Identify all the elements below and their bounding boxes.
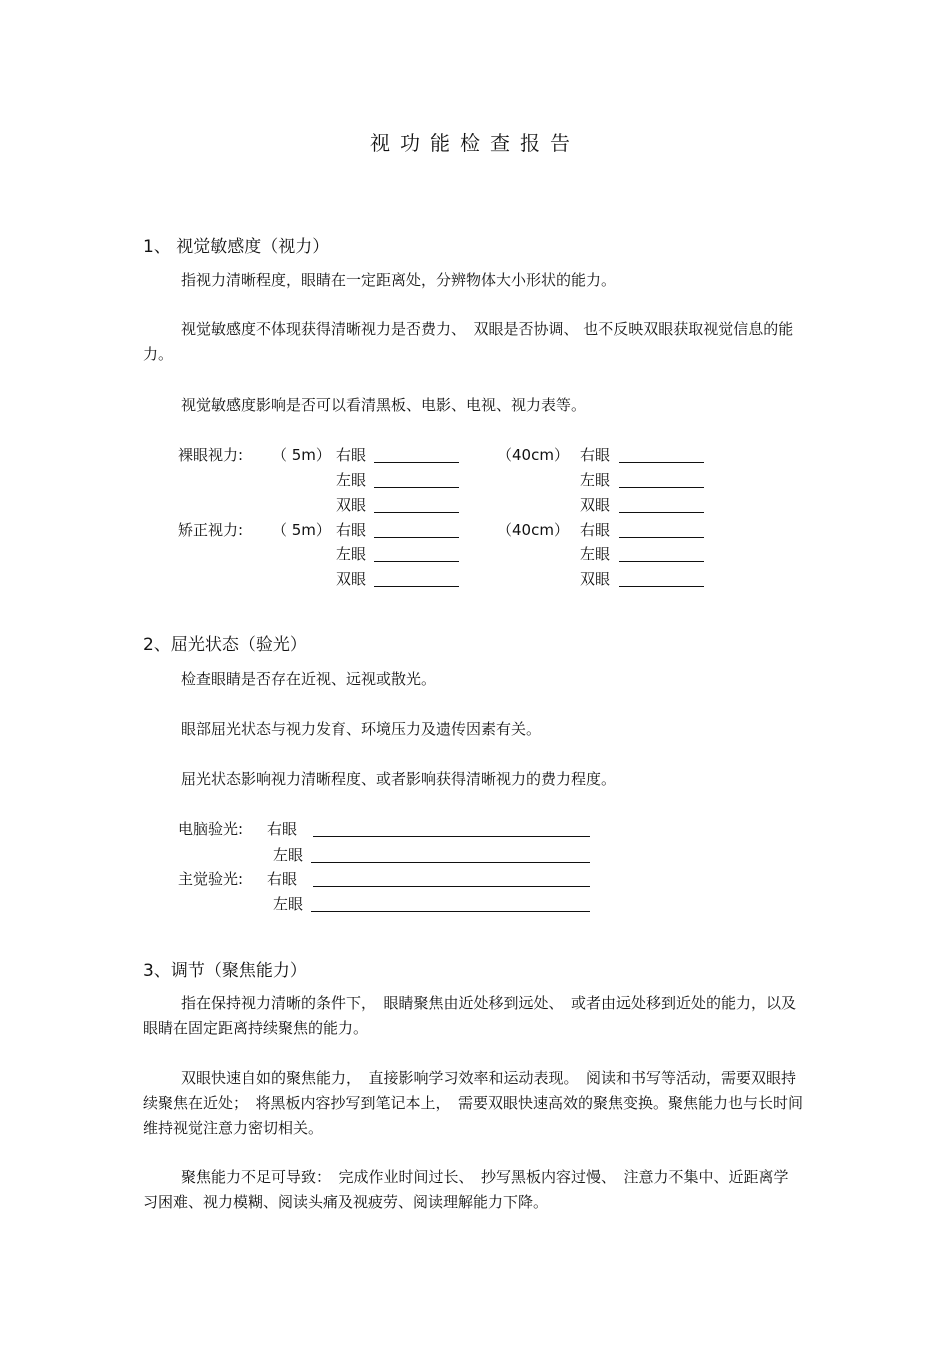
naked-far-both-blank[interactable] [374, 496, 459, 513]
corrected-near-right-blank[interactable] [619, 521, 704, 538]
naked-far-right-blank[interactable] [374, 446, 459, 463]
both-eyes-label: 双眼 [580, 570, 611, 588]
right-eye-label: 右眼 [580, 521, 611, 539]
section-2-paragraph-1: 检查眼睛是否存在近视、远视或散光。 [181, 670, 437, 688]
computer-right-blank[interactable] [313, 820, 590, 837]
distance-5m-label: （ 5m） [272, 521, 331, 539]
corrected-far-left-blank[interactable] [374, 545, 459, 562]
section-2-heading: 2、屈光状态（验光） [143, 635, 307, 655]
right-eye-label: 右眼 [267, 820, 298, 838]
corrected-vision-label: 矫正视力: [178, 521, 244, 539]
both-eyes-label: 双眼 [580, 496, 611, 514]
left-eye-label: 左眼 [273, 895, 304, 913]
section-1-paragraph-1: 指视力清晰程度，眼睛在一定距离处，分辨物体大小形状的能力。 [181, 271, 617, 289]
both-eyes-label: 双眼 [336, 496, 367, 514]
section-1-paragraph-2: 视觉敏感度不体现获得清晰视力是否费力、 双眼是否协调、 也不反映双眼获取视觉信息的能力。 [143, 320, 794, 363]
corrected-near-left-blank[interactable] [619, 545, 704, 562]
left-eye-label: 左眼 [336, 471, 367, 489]
right-eye-label: 右眼 [580, 446, 611, 464]
left-eye-label: 左眼 [580, 471, 611, 489]
subjective-left-blank[interactable] [311, 895, 590, 912]
subjective-refraction-label: 主觉验光: [178, 870, 244, 888]
naked-vision-label: 裸眼视力: [178, 446, 244, 464]
distance-40cm-label: （40cm） [497, 521, 569, 539]
corrected-far-both-blank[interactable] [374, 570, 459, 587]
corrected-near-both-blank[interactable] [619, 570, 704, 587]
right-eye-label: 右眼 [336, 446, 367, 464]
naked-near-right-blank[interactable] [619, 446, 704, 463]
right-eye-label: 右眼 [336, 521, 367, 539]
section-3-heading: 3、调节（聚焦能力） [143, 961, 307, 981]
subjective-right-blank[interactable] [313, 870, 590, 887]
naked-far-left-blank[interactable] [374, 471, 459, 488]
section-3-paragraph-2: 双眼快速自如的聚焦能力， 直接影响学习效率和运动表现。 阅读和书写等活动，需要双眼持续聚焦在近处； 将黑板内容抄写到笔记本上， 需要双眼快速高效的聚焦变换。聚焦能力也与长时间维持视觉注意力密切相关。 [143, 1069, 804, 1137]
computer-left-blank[interactable] [311, 846, 590, 863]
section-1-paragraph-3: 视觉敏感度影响是否可以看清黑板、电影、电视、视力表等。 [181, 396, 587, 414]
distance-5m-label: （ 5m） [272, 446, 331, 464]
naked-near-both-blank[interactable] [619, 496, 704, 513]
distance-40cm-label: （40cm） [497, 446, 569, 464]
section-1-heading: 1、 视觉敏感度（视力） [143, 237, 330, 257]
section-2-paragraph-3: 屈光状态影响视力清晰程度、或者影响获得清晰视力的费力程度。 [181, 770, 617, 788]
left-eye-label: 左眼 [580, 545, 611, 563]
page-title: 视功能检查报告 [370, 131, 580, 155]
left-eye-label: 左眼 [273, 846, 304, 864]
both-eyes-label: 双眼 [336, 570, 367, 588]
section-3-paragraph-1: 指在保持视力清晰的条件下， 眼睛聚焦由近处移到远处、 或者由远处移到近处的能力，以及眼睛在固定距离持续聚焦的能力。 [143, 994, 797, 1037]
computer-refraction-label: 电脑验光: [178, 820, 244, 838]
naked-near-left-blank[interactable] [619, 471, 704, 488]
corrected-far-right-blank[interactable] [374, 521, 459, 538]
section-3-paragraph-3: 聚焦能力不足可导致： 完成作业时间过长、 抄写黑板内容过慢、 注意力不集中、近距离学习困难、视力模糊、阅读头痛及视疲劳、阅读理解能力下降。 [143, 1168, 789, 1211]
section-2-paragraph-2: 眼部屈光状态与视力发育、环境压力及遗传因素有关。 [181, 720, 542, 738]
left-eye-label: 左眼 [336, 545, 367, 563]
right-eye-label: 右眼 [267, 870, 298, 888]
